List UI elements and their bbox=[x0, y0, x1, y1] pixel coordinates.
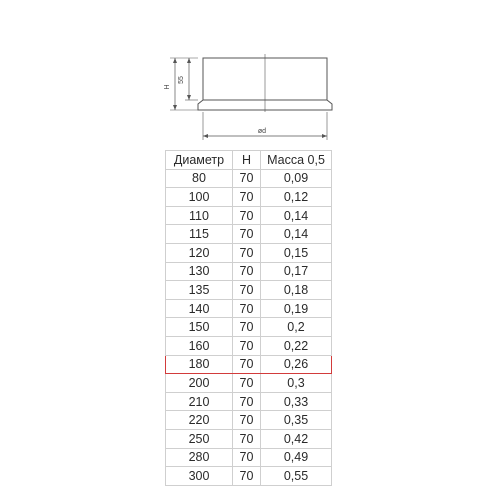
table-header-row bbox=[166, 151, 332, 170]
diameter-cell: 140 bbox=[166, 299, 233, 318]
table-row bbox=[166, 318, 332, 337]
h-cell: 70 bbox=[233, 225, 261, 244]
table-row bbox=[166, 281, 332, 300]
table-row bbox=[166, 206, 332, 225]
dimensions-table bbox=[165, 150, 332, 486]
mass-cell: 0,17 bbox=[261, 262, 332, 281]
h-cell: 70 bbox=[233, 169, 261, 188]
mass-cell: 0,09 bbox=[261, 169, 332, 188]
table-row bbox=[166, 374, 332, 393]
mass-cell: 0,42 bbox=[261, 429, 332, 448]
table-row bbox=[166, 355, 332, 374]
h-cell: 70 bbox=[233, 299, 261, 318]
diameter-cell: 180 bbox=[166, 355, 233, 374]
diameter-cell: 80 bbox=[166, 169, 233, 188]
mass-cell: 0,35 bbox=[261, 411, 332, 430]
header-diameter: Диаметр bbox=[166, 151, 233, 170]
header-mass: Масса 0,5 bbox=[261, 151, 332, 170]
h-cell: 70 bbox=[233, 374, 261, 393]
mass-cell: 0,33 bbox=[261, 392, 332, 411]
mass-cell: 0,26 bbox=[261, 355, 332, 374]
header-h: H bbox=[233, 151, 261, 170]
mass-cell: 0,12 bbox=[261, 188, 332, 207]
diameter-cell: 200 bbox=[166, 374, 233, 393]
dim-55-label: 55 bbox=[178, 76, 185, 84]
table-row bbox=[166, 243, 332, 262]
table-row bbox=[166, 411, 332, 430]
table-row bbox=[166, 169, 332, 188]
mass-cell: 0,18 bbox=[261, 281, 332, 300]
table-row bbox=[166, 429, 332, 448]
h-cell: 70 bbox=[233, 429, 261, 448]
table-row bbox=[166, 336, 332, 355]
h-cell: 70 bbox=[233, 467, 261, 486]
table-row bbox=[166, 448, 332, 467]
diameter-cell: 150 bbox=[166, 318, 233, 337]
mass-cell: 0,2 bbox=[261, 318, 332, 337]
dim-d-label: ød bbox=[257, 128, 267, 135]
h-cell: 70 bbox=[233, 188, 261, 207]
mass-cell: 0,14 bbox=[261, 206, 332, 225]
h-cell: 70 bbox=[233, 243, 261, 262]
diameter-cell: 100 bbox=[166, 188, 233, 207]
mass-cell: 0,55 bbox=[261, 467, 332, 486]
h-cell: 70 bbox=[233, 318, 261, 337]
h-cell: 70 bbox=[233, 206, 261, 225]
mass-cell: 0,15 bbox=[261, 243, 332, 262]
table-row bbox=[166, 262, 332, 281]
h-cell: 70 bbox=[233, 411, 261, 430]
table-row bbox=[166, 188, 332, 207]
diameter-cell: 280 bbox=[166, 448, 233, 467]
diameter-cell: 300 bbox=[166, 467, 233, 486]
table-row bbox=[166, 299, 332, 318]
table-row bbox=[166, 392, 332, 411]
table-row bbox=[166, 225, 332, 244]
diameter-cell: 120 bbox=[166, 243, 233, 262]
cap-technical-drawing bbox=[0, 0, 500, 150]
diameter-cell: 250 bbox=[166, 429, 233, 448]
diameter-cell: 135 bbox=[166, 281, 233, 300]
diameter-cell: 210 bbox=[166, 392, 233, 411]
h-cell: 70 bbox=[233, 336, 261, 355]
mass-cell: 0,19 bbox=[261, 299, 332, 318]
mass-cell: 0,22 bbox=[261, 336, 332, 355]
h-cell: 70 bbox=[233, 448, 261, 467]
mass-cell: 0,3 bbox=[261, 374, 332, 393]
diameter-cell: 110 bbox=[166, 206, 233, 225]
mass-cell: 0,49 bbox=[261, 448, 332, 467]
mass-cell: 0,14 bbox=[261, 225, 332, 244]
h-cell: 70 bbox=[233, 281, 261, 300]
h-cell: 70 bbox=[233, 355, 261, 374]
diameter-cell: 160 bbox=[166, 336, 233, 355]
dim-h-label: H bbox=[164, 84, 171, 90]
diameter-cell: 130 bbox=[166, 262, 233, 281]
diameter-cell: 220 bbox=[166, 411, 233, 430]
diameter-cell: 115 bbox=[166, 225, 233, 244]
h-cell: 70 bbox=[233, 262, 261, 281]
table-row bbox=[166, 467, 332, 486]
h-cell: 70 bbox=[233, 392, 261, 411]
table-body bbox=[166, 169, 332, 485]
